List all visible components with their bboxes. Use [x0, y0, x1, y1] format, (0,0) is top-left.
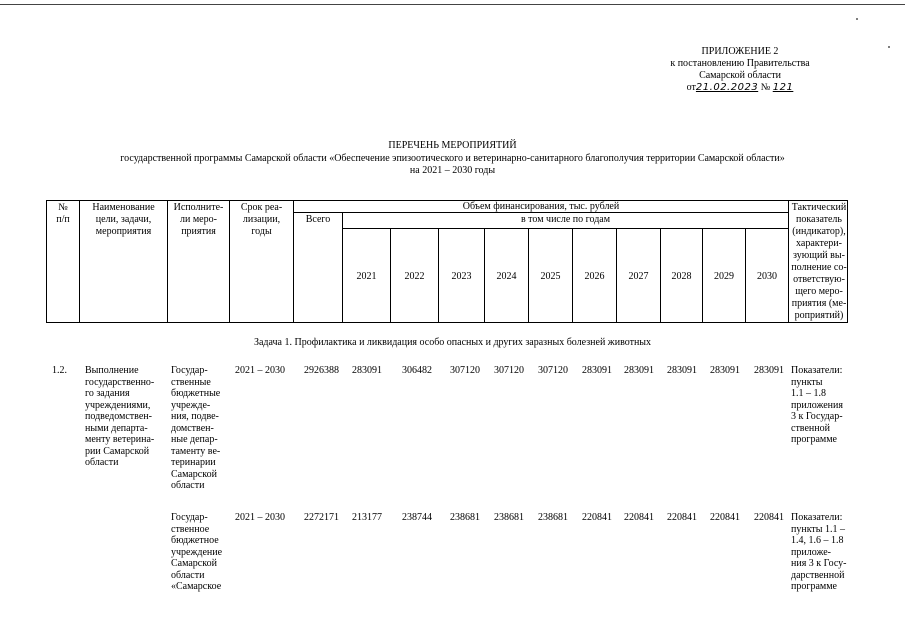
row-number: 1.2. [52, 365, 67, 376]
page-top-edge [0, 4, 905, 5]
header-num: № п/п [56, 202, 70, 225]
row-year-value: 238681 [494, 512, 524, 523]
header-year: 2023 [451, 271, 472, 282]
row-year-value: 220841 [582, 512, 612, 523]
header-year: 2025 [540, 271, 561, 282]
header-year: 2021 [356, 271, 377, 282]
scan-speck [856, 18, 858, 20]
header-year: 2022 [404, 271, 425, 282]
header-term: Срок реа- лизации, годы [240, 202, 283, 237]
row-year-value: 307120 [494, 365, 524, 376]
row-year-value: 283091 [667, 365, 697, 376]
row-year-value: 307120 [538, 365, 568, 376]
header-year: 2024 [496, 271, 517, 282]
appendix-block [650, 46, 830, 94]
date-value: 21.02.2023 [695, 82, 759, 93]
header-executor: Исполните- ли меро- приятия [173, 202, 224, 237]
row-year-value: 283091 [624, 365, 654, 376]
row-year-value: 220841 [624, 512, 654, 523]
row-year-value: 220841 [710, 512, 740, 523]
row-total: 2272171 [304, 512, 339, 523]
row-year-value: 220841 [754, 512, 784, 523]
header-year: 2029 [714, 271, 734, 282]
header-year: 2030 [757, 271, 777, 282]
header-year: 2028 [671, 271, 692, 282]
appendix-date-line [650, 82, 830, 94]
row-term: 2021 – 2030 [235, 512, 285, 523]
row-indicator: Показатели: пункты 1.1 – 1.4, 1.6 – 1.8 приложе- ния 3 к Госу- дарственной программе [791, 512, 847, 592]
header-total: Всего [305, 214, 331, 225]
row-executor: Государ- ственные бюджетные учрежде- ния, подве- домствен- ные депар- таменту ве- теринарии Самарской области [171, 365, 221, 491]
row-year-value: 306482 [402, 365, 432, 376]
header-name: Наименование цели, задачи, мероприятия [92, 202, 155, 237]
appendix-line-2: к постановлению Правительства [670, 58, 810, 69]
document-subtitle: государственной программы Самарской области «Обеспечение эпизоотического и ветеринарно-санитарного благополучия территории Самарской области» [120, 153, 785, 164]
row-year-value: 213177 [352, 512, 382, 523]
appendix-line-1: ПРИЛОЖЕНИЕ 2 [701, 46, 779, 57]
row-year-value: 238681 [538, 512, 568, 523]
number-prefix: № [760, 82, 771, 93]
row-year-value: 238681 [450, 512, 480, 523]
document-title: ПЕРЕЧЕНЬ МЕРОПРИЯТИЙ [388, 140, 517, 151]
header-year: 2026 [584, 271, 605, 282]
table-header [46, 200, 848, 323]
row-year-value: 283091 [582, 365, 612, 376]
row-year-value: 307120 [450, 365, 480, 376]
header-year: 2027 [628, 271, 649, 282]
scan-speck [888, 46, 890, 48]
row-year-value: 238744 [402, 512, 432, 523]
header-by-years: в том числе по годам [520, 214, 611, 225]
row-year-value: 283091 [352, 365, 382, 376]
date-prefix: от [686, 82, 696, 93]
row-indicator: Показатели: пункты 1.1 – 1.8 приложения 3 к Государ- ственной программе [791, 365, 843, 445]
row-name: Выполнение государственно- го задания учреждениями, подведомствен- ными департа- менту ветерина- рии Самарской области [85, 365, 155, 468]
document-period: на 2021 – 2030 годы [409, 165, 496, 176]
task-title: Задача 1. Профилактика и ликвидация особо опасных и других заразных болезней животных [253, 337, 652, 348]
row-year-value: 283091 [710, 365, 740, 376]
header-indicator: Тактический показатель (индикатор), характери- зующий вы- полнение со- ответствую- щего меро- приятия (ме- роприятий) [791, 202, 847, 321]
row-total: 2926388 [304, 365, 339, 376]
row-year-value: 283091 [754, 365, 784, 376]
header-funding: Объем финансирования, тыс. рублей [462, 201, 620, 212]
row-executor: Государ- ственное бюджетное учреждение Самарской области «Самарское [171, 512, 223, 592]
row-term: 2021 – 2030 [235, 365, 285, 376]
row-year-value: 220841 [667, 512, 697, 523]
number-value: 121 [772, 82, 794, 93]
appendix-line-3: Самарской области [699, 70, 781, 81]
